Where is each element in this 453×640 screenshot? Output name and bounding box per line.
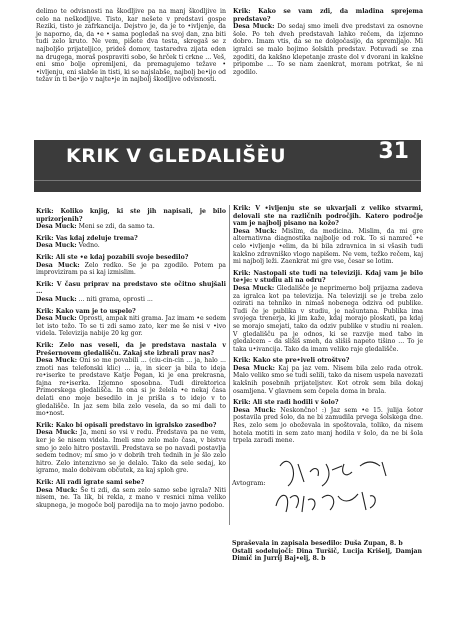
- answer: [233, 365, 423, 395]
- answer-speaker: Desa Muck:: [233, 364, 275, 372]
- answer: [36, 296, 226, 304]
- answer: [36, 487, 226, 510]
- answer-speaker: Desa Muck:: [36, 261, 80, 269]
- credit-line: Spraševala in zapisala besedilo: Duša Zupan, 8. b: [232, 540, 403, 547]
- question: Krik: Kako bi opisali predstavo in igralsko zasedbo?: [36, 421, 217, 429]
- answer-text: Do sedaj smo imeli dve predstavi za osnovne šole. Po teh dveh predstavah lahko rečem, da izjemno dobro. Imam vtis, da se ne dolgočasijo, da spremljajo. Mi igralci se malo bojimo šolskih predstav. Potuvadi se zna zgoditi, da kakšno klepetanje zraste dol v dvorani in kakšne pripombe ... To se nam zaenkrat, moram potrkat, še ni zgodilo.: [233, 23, 424, 76]
- question: Krik: V •ivljenju ste se ukvarjali z veliko stvarmi, delovali ste na različnih področjih. Katero področje vam je najbolj pisano na kožo?: [233, 205, 423, 228]
- answer-speaker: Desa Muck:: [36, 315, 77, 323]
- answer-text: Zelo redko. Se je pa zgodilo. Potem pa improviziram pa si kaj izmislim.: [36, 261, 226, 277]
- answer-text: Gledališče je neprimerno bolj prijazna zadeva za igralca kot pa televizija. Na televiziji se je treba zelo ozirati na tehniko in nimaš nobenega odziva od publike. Tudi če je publika v studiu, je našuntana. Publika ima svojega trenerja, ki jim kaže, kdaj morajo ploskati, pa kdaj se morajo smejati, tako da odziv publike v studiu ni realen. V gledališču pa je odnos, ki se razvije med tabo in gledalcem – da slišiš smeh, da slišiš napeto tišino ... To je taka u•ivancija. Tako da imam veliko raje gledališče.: [233, 284, 423, 353]
- answer-speaker: Desa Muck:: [36, 429, 78, 437]
- question: Krik: Kako ste pre•iveli otroštvo?: [233, 357, 350, 365]
- answer-text: Še ti zdi, da sem zelo samo sebe igrala? Niti nisem, ne. Ta lik, bi rekla, z mano v resnici nima veliko skupnega, je mogoče bolj parodija na to mojo javno podobo.: [36, 486, 227, 509]
- section-banner: [34, 140, 421, 192]
- interview-left-column: [36, 208, 226, 509]
- answer-text: Oprosti, ampak niti grama. Jaz imam •e sedem let isto težo. To se ti zdi samo zato, ker me še nisi v •ivo videla. Televizija nabije 20 kg gor.: [36, 315, 226, 338]
- question: Krik: Koliko knjig, ki ste jih napisali, je bilo uprizorjenih?: [36, 208, 226, 223]
- interview-right-column: [233, 205, 423, 445]
- page-number: 31: [378, 140, 409, 164]
- answer: [233, 407, 423, 445]
- question: Krik: V času priprav na predstavo ste očitno shujšali ...: [36, 280, 226, 296]
- answer-speaker: Desa Muck:: [36, 223, 77, 231]
- signature-image: [270, 446, 420, 526]
- question: Krik: Kako se vam zdi, da mladina sprejema predstavo?: [233, 8, 423, 23]
- answer-text: Neskončno! :) Jaz sem •e 15. julija šotor postavila pred šolo, da ne bi zamudila prvega šolskega dne. Res, zelo sem jo oboževala in spoštovala, toliko, da nisem hotela motiti in sem zato manj hodila v šolo, da ne bi šola trpela zaradi mene.: [233, 406, 423, 445]
- credit-line: Ostali sodelujoči: Dina Turšič, Lucija Krišelj, Damjan Dimič in Jurrij Baj•elj, 8. b: [232, 547, 422, 563]
- answer-text: ... niti grama, oprosti ...: [76, 295, 153, 303]
- answer-speaker: Desa Muck:: [233, 227, 277, 235]
- banner-stripe: [34, 180, 421, 181]
- answer: [36, 429, 226, 475]
- answer-text: Mislim, da medicina. Mislim, da mi gre alternativna diagnostika najbolje od rok. To si namreč •e celo •ivljenje •elim, da bi bila zdravnica in si všasih tudi kakšno zdravniško vlogo napišem. Ne vem, težko rečem, kaj mi najbolj leži. Zaenkrat mi gre vse, česar se lotim.: [233, 227, 423, 266]
- answer: [233, 228, 423, 266]
- question: Krik: Vas kdaj zdeluje trema?: [36, 234, 138, 242]
- answer-text: Kaj pa jaz vem. Nisem bila zelo rada otrok. Malo veliko smo se tudi selili, tako da nisem uspela navezati kakšnih posebnih prijateljstev. Kot otrok sem bila dokaj osamljena. V glavnem sem čepela doma in brala.: [233, 364, 423, 395]
- answer: [36, 357, 226, 418]
- answer-speaker: Desa Muck:: [36, 242, 77, 250]
- answer: [36, 242, 226, 250]
- question: Krik: Kako vam je to uspelo?: [36, 307, 136, 315]
- answer: [233, 285, 423, 353]
- top-right-column: [233, 8, 423, 76]
- column-separator: [229, 205, 230, 525]
- answer-text: Ja, meni so vsi v redu. Predstava pa ne vem, ker je še nisem videla. Imeli smo zelo malo časa, v bistvu smo jo zelo hitro postavili. Predstava se po navadi postavlja sedem tednov; mi smo jo v dobrih treh tednih in je šlo zelo hitro. Zelo intenzivno se je delalo. Tako da sele sedaj, ko igramo, malo dobivam občutek, za kaj sploh gre.: [36, 429, 226, 475]
- autograph-area: [232, 446, 422, 526]
- answer-speaker: Desa Muck:: [233, 23, 275, 31]
- question: Krik: Ali ste radi hodili v šolo?: [233, 399, 339, 407]
- answer-text: Vedno.: [76, 242, 100, 250]
- answer: [36, 315, 226, 338]
- answer-text: Oni so me povabili ... (ciu-cin-cin ... ja, halo ... zmoti nas telefonski klic) ... ja, in sicer ja bila to ideja re•iserke te predstave Katje Pegan, ki je ena prekrasna, fajna re•iserka. Izjemno sposobna. Tudi direktorica Primorskega gledališča. In ona si je želela •e nekaj časa delati eno moje besedilo in je prišla s to idejo v to gledališče. In jaz sem bila zelo vesela, da so mi dali to mo•nost.: [36, 357, 226, 418]
- answer-speaker: Desa Muck:: [36, 486, 78, 494]
- intro-paragraph: delimo te odvisnosti na škodljive pa na manj škodljive in celo na neškodljive. Tisto, kar nešete v predstavi gospe Reziki, tisto je zafrkancija. Dejstvo je, da je to •ivljenje, da je naporno, da, da •e • sama pogledaš na svoj dan, zna biti tudi zelo kruto. Ne vem, pišete dva testa, skregaš se z najboljšo prijateljico, prideš domov, tastaredva zijata eden na drugega, moraš pospraviti sobo, še hrček ti crkne ... Veš, eni smo bolje opremljeni, da premagujemo težave • •ivljenju, eni slabše in tisti, ki so najslabše, najbolj be•ijo od težav in ti be•ijo v najte•je in najbolj škodljive odvisnosti.: [36, 8, 226, 84]
- credits: [232, 540, 422, 563]
- answer-speaker: Desa Muck:: [233, 284, 275, 292]
- answer: [233, 23, 423, 76]
- answer: [36, 262, 226, 277]
- question: Krik: Nastopali ste tudi na televiziji. Kdaj vam je bilo te•je: v studiu ali na odru?: [233, 269, 423, 285]
- answer-speaker: Desa Muck:: [36, 357, 77, 365]
- question: Krik: Ali radi igrate sami sebe?: [36, 479, 145, 486]
- question: Krik: Ali ste •e kdaj pozabili svoje besedilo?: [36, 253, 189, 261]
- question: Krik: Zelo nas veseli, da je predstava nastala v Prešernovem gledališču. Zakaj ste izbrali prav nas?: [36, 341, 226, 357]
- answer-speaker: Desa Muck:: [36, 295, 77, 303]
- answer: [36, 223, 226, 231]
- answer-speaker: Desa Muck:: [233, 406, 276, 414]
- answer-text: Meni se zdi, da samo ta.: [76, 223, 155, 231]
- autograph-label: Avtogram:: [232, 479, 266, 487]
- top-left-column: [36, 8, 226, 84]
- section-title: KRIK V GLEDALIŠÈU: [66, 145, 287, 167]
